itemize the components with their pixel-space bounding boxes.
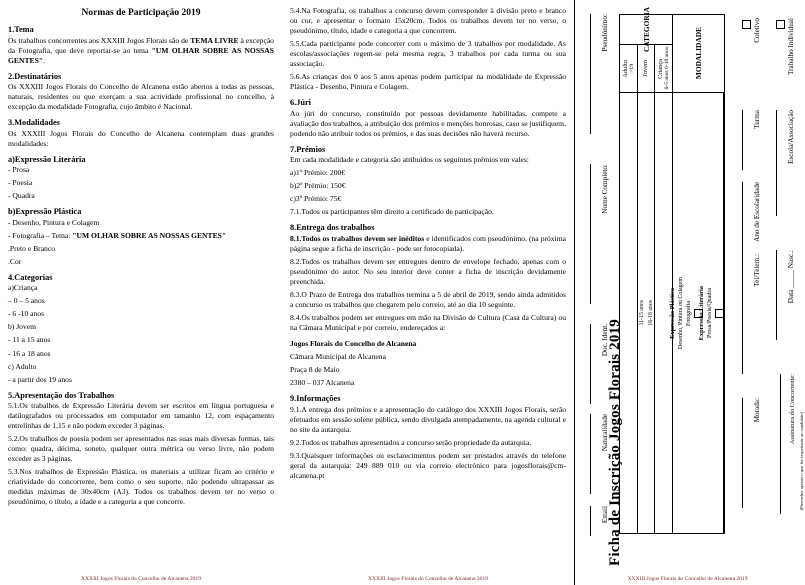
item-premio-1: a)1º Prémio: 200€ — [290, 168, 346, 178]
address-line-2: Câmara Municipal de Alcanena — [290, 352, 386, 361]
item-jovem: b) Jovem — [8, 322, 37, 332]
para-5-6: 5.6.As crianças dos 0 aos 5 anos apenas podem participar na modalidade de Expressão Plástica - Desenho, Pintura e Colagem. — [290, 72, 566, 92]
para-8-4: 8.4.Os trabalhos podem ser entregues em mão na Divisão de Cultura (Casa da Cultura) ou na Câmara Municipal e por correio, endereçados a: — [290, 312, 566, 332]
field-pseudonimo-line[interactable] — [590, 14, 591, 134]
heading-expressao-literaria: a)Expressão Literária — [8, 154, 86, 164]
label-morada: Morada: — [753, 398, 761, 423]
label-coletivo: Coletivo — [753, 18, 761, 43]
categoria-jovem: Jovem — [637, 45, 655, 92]
heading-expressao-plastica: b)Expressão Plástica — [8, 207, 82, 217]
item-adulto: c) Adulto — [8, 361, 37, 371]
heading-entrega: 8.Entrega dos trabalhos — [290, 223, 375, 233]
heading-premios: 7.Prémios — [290, 144, 326, 154]
item-jovem-16-18: - 16 a 18 anos — [8, 348, 51, 358]
categoria-adulto: Adulto >19 — [621, 59, 635, 78]
item-crianca: a)Criança — [8, 283, 38, 293]
field-nome-label: Nome Completo: — [601, 164, 609, 214]
categoria-adulto-cell[interactable] — [620, 93, 637, 533]
input-data-nasc[interactable] — [776, 250, 777, 340]
heading-informacoes: 9.Informações — [290, 394, 341, 404]
para-5-1: 5.1.Os trabalhos de Expressão Literária devem ser escritos em língua portuguesa e datilografados ou processados em computador em tamanho 12, com espaçamento entrelinhas de 1,15 e não podem exceder 3 páginas. — [8, 401, 274, 431]
para-tema: Os trabalhos concorrentes aos XXXIII Jogos Florais são de TEMA LIVRE à excepção da Fotografia, que deve reportar-se ao tema "UM OLHAR SOBRE AS NOSSAS GENTES". — [8, 35, 274, 65]
form-left-fields — [587, 14, 617, 534]
footer-column-2: XXXIII Jogos Florais do Concelho de Alcanena 2019 — [367, 576, 489, 582]
field-nome-line[interactable] — [590, 164, 591, 304]
form-right-fields — [731, 14, 805, 534]
modalidade-column — [668, 15, 724, 533]
item-preto-branco: .Preto e Branco — [8, 243, 56, 253]
para-8-3: 8.3.O Prazo de Entrega dos trabalhos termina a 5 de abril de 2019, sendo ainda admitidos a concurso os trabalhos que chegarem pelo correio, até ao dia 10 seguinte. — [290, 289, 566, 309]
item-fotografia: - Fotografia – Tema: "UM OLHAR SOBRE AS NOSSAS GENTES" — [8, 230, 227, 240]
field-doc-line[interactable] — [590, 324, 591, 404]
checkbox-trabalho-individual[interactable] — [776, 20, 785, 29]
field-email-label: Email — [601, 506, 609, 524]
categoria-column — [620, 6, 672, 533]
para-5-2: 5.2.Os trabalhos de poesia podem ser apresentados nas suas mais diversas formas, tais como: quadra, décima, soneto, qualquer outra métrica ou verso livre, não podem exceder as 3 páginas. — [8, 434, 274, 464]
modalidade-categoria-table — [619, 6, 725, 534]
item-desenho: - Desenho, Pintura e Colagem — [8, 217, 100, 227]
para-8-2: 8.2.Todos os trabalhos devem ser entregues dentro de envelope fechado, apenas com o pseudónimo do autor. No seu interior deve conter a ficha de inscrição devidamente preenchida. — [290, 256, 566, 286]
label-turma: Turma — [753, 110, 761, 129]
para-premios: Em cada modalidade e categoria são atribuídos os seguintes prémios em vales: — [290, 155, 529, 165]
modalidade-header: MODALIDADE — [673, 15, 724, 93]
para-5-4: 5.4.Na Fotografia, os trabalhos a concurso devem corresponder à divisão preto e branco ou cor, e apresentar o formato 15x20cm. Todos os trabalhos devem ter no verso, o pseudónimo, título, idade e categoria a que concorrem. — [290, 6, 566, 36]
input-morada[interactable] — [742, 398, 743, 508]
item-poesia: - Poesia — [8, 178, 33, 188]
field-naturalidade-line[interactable] — [590, 414, 591, 494]
item-quadra: - Quadra — [8, 191, 35, 201]
categoria-crianca: Criança 0-5 anos 6-10 anos — [654, 45, 672, 92]
categoria-jovem-cells[interactable]: 11-15 anos 16-18 anos — [637, 93, 655, 533]
para-modalidades: Os XXXIII Jogos Florais do Concelho de Alcanena contemplam duas grandes modalidades: — [8, 128, 274, 148]
footer-column-1: XXXIII Jogos Florais do Concelho de Alcanena 2019 — [80, 576, 202, 582]
item-premio-2: b)2º Prémio: 150€ — [290, 181, 346, 191]
footer-column-3: XXXIII Jogos Florais do Concelho de Alcanena 2019 — [627, 576, 748, 582]
column-normas-1 — [0, 0, 282, 585]
categoria-crianca-cells[interactable] — [654, 93, 672, 533]
address-line-3: Praça 8 de Maio — [290, 365, 340, 375]
item-crianca-6-10: - 6 -10 anos — [8, 309, 45, 319]
label-data-nasc: Data _____ Nasc.: — [787, 250, 795, 304]
page-title: Normas de Participação 2019 — [81, 8, 201, 18]
para-7-1: 7.1.Todos os participantes têm direito a certificado de participação. — [290, 207, 494, 217]
categoria-header: CATEGORIA — [620, 15, 672, 45]
input-escola-associacao[interactable] — [776, 110, 777, 216]
para-8-1: 8.1.Todos os trabalhos devem ser inéditos e identificados com pseudónimo. (na próxima página segue a ficha de inscrição - pode ser fotocopiada). — [290, 233, 566, 253]
field-email-line[interactable] — [590, 506, 591, 536]
item-adulto-19: - a partir dos 19 anos — [8, 374, 72, 384]
column-ficha-inscricao — [574, 0, 804, 585]
note-preencher: (Preencher apenas o que for respeitante ao candidato) — [799, 412, 804, 511]
heading-tema: 1.Tema — [8, 25, 34, 34]
para-destinatarios: Os XXXIII Jogos Florais do Concelho de Alcanena estão abertos a todas as pessoas, naturais, residentes ou que exerçam a sua actividade profissional no concelho, à excepção da modalidade Fotografia, cujo âmbito é Nacional. — [8, 82, 274, 112]
item-jovem-11-15: - 11 a 15 anos — [8, 335, 51, 345]
para-9-2: 9.2.Todos os trabalhos apresentados a concurso serão propriedade da autarquia. — [290, 437, 532, 447]
address-line-1: Jogos Florais do Concelho de Alcanena — [290, 338, 417, 348]
address-line-4: 2380 – 037 Alcanena — [290, 378, 355, 388]
input-turma[interactable] — [742, 110, 743, 170]
field-naturalidade-label: Naturalidade — [601, 414, 609, 452]
heading-apresentacao: 5.Apresentação dos Trabalhos — [8, 390, 115, 400]
label-ano-escolaridade: Ano de Escolaridade — [753, 182, 761, 242]
checkbox-coletivo[interactable] — [742, 20, 751, 29]
input-assinatura[interactable] — [780, 374, 781, 514]
para-9-1: 9.1.A entrega dos prémios e a apresentação do catálogo dos XXXIII Jogos Florais, serão efetuados em sessão solene pública, sendo divulgada atempadamente, na agenda cultural e no site da autarquia. — [290, 404, 566, 434]
heading-destinatarios: 2.Destinatários — [8, 71, 62, 81]
para-5-5: 5.5.Cada participante pode concorrer com o máximo de 3 trabalhos por modalidade. As escolas/associações regem-se pela mesma regra, 3 trabalhos por cada turma ou sua associação. — [290, 39, 566, 69]
input-tel-telem[interactable] — [742, 254, 743, 374]
para-5-3: 5.3.Nos trabalhos de Expressão Plástica, os materiais a utilizar ficam ao critério e criatividade do concorrente, bem como o seu suporte, não podendo ultrapassar as medidas máximas de 30x40cm (A3). Todos os trabalhos devem ter no verso o pseudónimo, o título, a idade e a categoria a que concorre. — [8, 467, 274, 507]
field-pseudonimo-label: Pseudónimo: — [601, 14, 609, 52]
label-escola-associacao: Escola/Associação — [787, 110, 795, 164]
item-crianca-0-5: – 0 – 5 anos — [8, 296, 45, 306]
form-title: Ficha de Inscrição Jogos Florais 2019 — [607, 319, 623, 566]
para-juri: Ao júri do concurso, constituído por pessoas devidamente habilitadas, compete a avaliação dos trabalhos, a atribuição dos prémios e menções honrosas, caso se justifiquem, podendo não atribuir todos os prémios, e das suas decisões não haverá recurso. — [290, 108, 566, 138]
item-premio-3: c)3º Prémio: 75€ — [290, 194, 342, 204]
label-trabalho-individual: Trabalho Individual — [787, 18, 795, 76]
item-cor: .Cor — [8, 256, 22, 266]
para-9-3: 9.3.Quaisquer informações ou esclarecimentos podem ser prestados através do telefone geral da autarquia: 249 889 010 ou via correio electrónico para jogosflorais@cm-alcanena.pt — [290, 450, 566, 480]
heading-juri: 6.Júri — [290, 98, 311, 108]
field-doc-label: Doc. Ident. — [601, 324, 609, 357]
label-assinatura-concorrente: Assinatura do Concorrente: — [789, 374, 796, 445]
heading-modalidades: 3.Modalidades — [8, 118, 60, 128]
label-tel-telem: Tel/Telem.: — [753, 254, 761, 287]
modalidade-expressao-literaria[interactable]: Expressão Literária Prosa/Poesia/Quadra — [699, 93, 725, 533]
item-prosa: - Prosa — [8, 165, 30, 175]
column-normas-2 — [282, 0, 574, 585]
heading-categorias: 4.Categorias — [8, 272, 53, 282]
modalidade-expressao-plastica[interactable]: Expressão Plástica Desenho, Pintura ou Colagem Fotografia — [673, 93, 699, 533]
checkbox-expressao-literaria[interactable] — [715, 309, 724, 318]
